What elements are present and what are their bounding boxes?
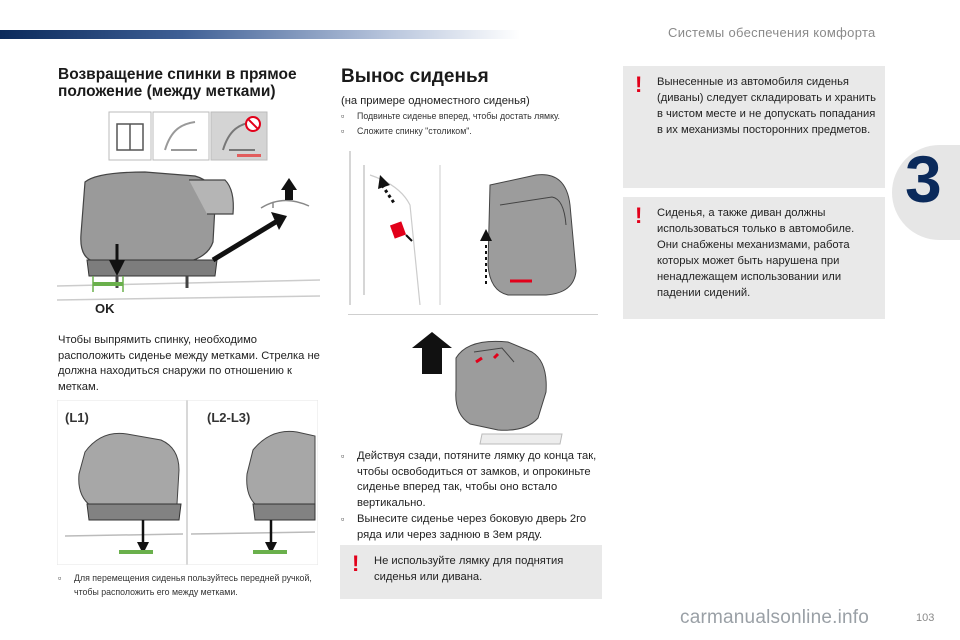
positions-figure [57, 400, 318, 565]
page-number: 103 [916, 612, 935, 624]
strap-red [390, 221, 406, 238]
figure-divider [348, 314, 598, 315]
header-gradient-bar [0, 30, 520, 39]
bullet-square-icon: ▫ [58, 573, 62, 583]
step-2: ▫ Вынесите сиденье через боковую дверь 2го ряда или через заднюю в 3ем ряду. [341, 512, 603, 543]
backrest-title: Возвращение спинки в прямое положение (между метками) [58, 66, 297, 100]
green-mark [119, 550, 153, 554]
ok-label: OK [95, 301, 115, 316]
bullet-square-icon: ▫ [341, 514, 345, 524]
arrow-up-icon [378, 175, 390, 189]
section-title: Системы обеспечения комфорта [668, 25, 876, 40]
bullet-square-icon: ▫ [341, 111, 345, 121]
fold-figure [340, 145, 602, 310]
carry-illustration [398, 318, 574, 450]
fold-illustration [340, 145, 602, 310]
storage-warning: ! Вынесенные из автомобиля сиденья (диваны) следует складировать и хранить в чистом месте и не допускать попадания в их механизмы посторонних предметов. [623, 66, 885, 188]
small-step-1: ▫ Подвиньте сиденье вперед, чтобы достать лямку. [341, 109, 611, 125]
backrest-footnote: ▫ Для перемещения сиденья пользуйтесь передней ручкой, чтобы расположить его между метками. [58, 573, 312, 597]
small-step-2: ▫ Сложите спинку "столиком". [341, 124, 611, 140]
removal-title: Вынос сиденья [341, 66, 489, 87]
watermark: carmanualsonline.info [680, 607, 870, 628]
label-l1: (L1) [65, 410, 89, 425]
removal-subtitle: (на примере одноместного сиденья) [341, 95, 530, 107]
bullet-square-icon: ▫ [341, 451, 345, 461]
carry-figure [398, 318, 574, 450]
usage-warning: ! Сиденья, а также диван должны использоваться только в автомобиле. Они снабжены механизмами, работа которых может быть нарушена при ненадлежащем использовании или падении сидений. [623, 197, 885, 319]
warning-icon: ! [352, 551, 360, 576]
backrest-figure [57, 110, 320, 322]
warning-icon: ! [635, 72, 643, 97]
backrest-paragraph: Чтобы выпрямить спинку, необходимо расположить сиденье между метками. Стрелка не должна находиться снаружи по отношению к меткам. [58, 334, 320, 393]
positions-illustration [57, 400, 318, 565]
step-1: ▫ Действуя сзади, потяните лямку до конца так, чтобы освободиться от замков, и опрокиньте сиденье вперед так, чтобы оно встало вертикально. [341, 449, 603, 511]
green-mark [93, 282, 123, 286]
bullet-square-icon: ▫ [341, 126, 345, 136]
backrest-illustration [57, 110, 320, 322]
warning-icon: ! [635, 203, 643, 228]
chapter-number: 3 [905, 142, 942, 216]
arrow-up-icon [412, 332, 452, 374]
green-mark [253, 550, 287, 554]
label-l2-l3: (L2-L3) [207, 410, 251, 425]
strap-warning: ! Не используйте лямку для поднятия сиденья или дивана. [340, 545, 602, 599]
